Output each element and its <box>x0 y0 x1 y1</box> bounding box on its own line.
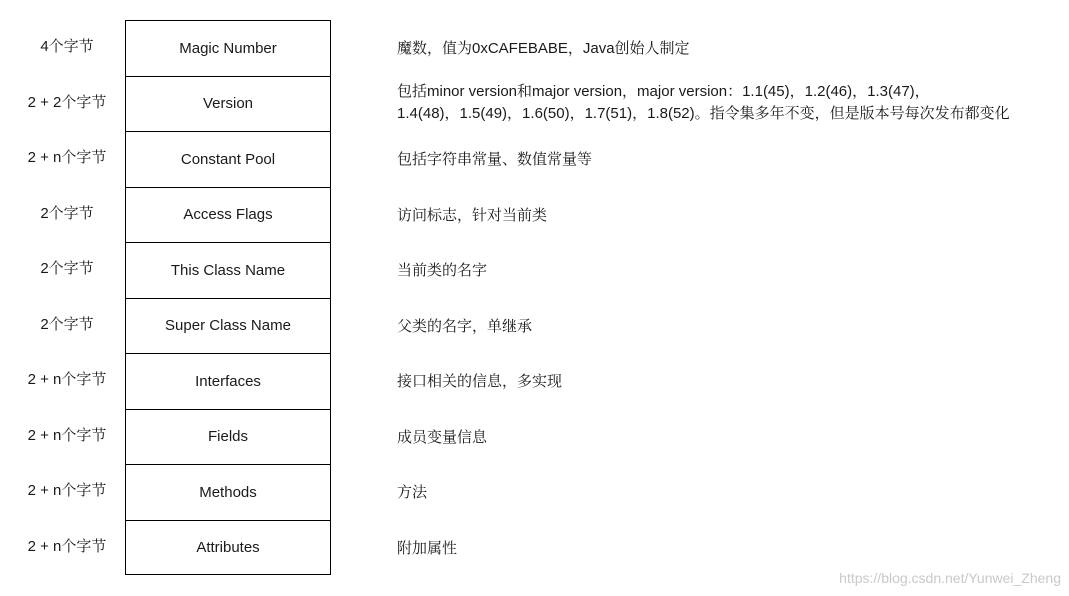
description: 当前类的名字 <box>397 262 488 280</box>
class-structure-row-version <box>0 76 1069 132</box>
class-structure-row-fields <box>0 409 1069 465</box>
size-label: 2 + n个字节 <box>27 371 107 388</box>
structure-box: Constant Pool <box>125 131 331 187</box>
class-structure-row-access-flags <box>0 187 1069 243</box>
description: 附加属性 <box>397 539 458 557</box>
size-label: 2个字节 <box>40 204 94 222</box>
structure-box: Attributes <box>125 520 331 576</box>
description: 魔数，值为0xCAFEBABE，Java创始人制定 <box>397 40 690 58</box>
structure-box: Methods <box>125 464 331 520</box>
description: 方法 <box>397 484 428 502</box>
class-structure-row-methods <box>0 464 1069 520</box>
structure-box: Fields <box>125 409 331 465</box>
description: 访问标志，针对当前类 <box>397 206 548 224</box>
size-label: 2 + n个字节 <box>27 537 107 555</box>
class-structure-row-magic-number <box>0 20 1069 76</box>
structure-box: Access Flags <box>125 187 331 243</box>
watermark: https://blog.csdn.net/Yunwei_Zheng <box>839 570 1061 586</box>
class-structure-row-interfaces <box>0 353 1069 409</box>
size-label: 2 + n个字节 <box>27 149 107 166</box>
description: 包括字符串常量、数值常量等 <box>397 151 593 169</box>
size-label: 2 + n个字节 <box>27 482 107 499</box>
description-line: 包括minor version和major version，major version：1.1(45)，1.2(46)，1.3(47)， <box>397 82 930 100</box>
class-structure-row-this-class-name <box>0 242 1069 298</box>
size-label: 4个字节 <box>40 38 94 55</box>
structure-box: Magic Number <box>125 20 331 76</box>
class-structure-row-attributes <box>0 520 1069 576</box>
class-structure-row-super-class-name <box>0 298 1069 354</box>
structure-box: Super Class Name <box>125 298 331 354</box>
description: 接口相关的信息，多实现 <box>397 373 563 391</box>
structure-box: Interfaces <box>125 353 331 409</box>
description-line: 1.4(48)，1.5(49)，1.6(50)，1.7(51)，1.8(52)。指令集多年不变，但是版本号每次发布都变化 <box>397 104 1010 122</box>
description: 父类的名字，单继承 <box>397 317 533 335</box>
size-label: 2个字节 <box>40 315 94 333</box>
description: 成员变量信息 <box>397 428 488 446</box>
class-structure-row-constant-pool <box>0 131 1069 187</box>
size-label: 2 + 2个字节 <box>27 93 107 111</box>
size-label: 2 + n个字节 <box>27 426 107 444</box>
size-label: 2个字节 <box>40 260 94 277</box>
structure-box: This Class Name <box>125 242 331 298</box>
structure-box: Version <box>125 76 331 132</box>
description <box>397 81 1062 125</box>
